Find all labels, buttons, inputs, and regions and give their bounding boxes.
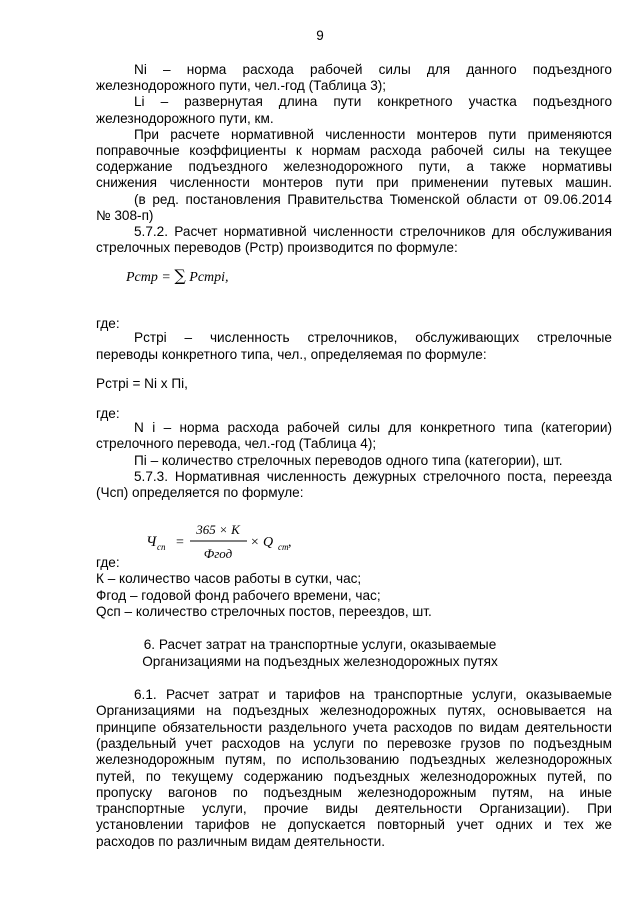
formula-chsp-numerator: 365 × К: [196, 522, 240, 537]
text-line: установлении тарифов не допускается повторный учет одних и тех же: [96, 817, 612, 833]
text-line: железнодорожным путям, по использованию подъездных железнодорожных: [96, 752, 612, 768]
formula-rstr-lhs: Рстр: [126, 270, 158, 285]
text-line: При расчете нормативной численности монтеров пути применяются: [134, 126, 612, 142]
text-line: 5.7.2. Расчет нормативной численности стрелочников для обслуживания: [134, 224, 612, 239]
formula-chsp-rhs: × Q: [250, 535, 274, 550]
formula-chsp-rhs-sub: ст: [278, 542, 289, 552]
text-line: Рстрi – численность стрелочников, обслуживающих стрелочные: [134, 330, 612, 345]
formula-chsp-lhs: Ч: [146, 534, 157, 550]
text-line: 6.1. Расчет затрат и тарифов на транспортные услуги, оказываемые: [134, 687, 612, 702]
text-line: содержание подъездного железнодорожного пути, а также нормативы: [96, 159, 612, 175]
text-line: снижения численности монтеров пути при применении путевых машин.: [96, 175, 612, 191]
text-line: Фгод – годовой фонд рабочего времени, час;: [96, 587, 381, 603]
page-number: 9: [316, 28, 324, 43]
formula-chsp-equals: =: [176, 535, 184, 550]
text-line: пропуску вагонов по подъездным железнодорожным путям, на иные: [96, 784, 612, 800]
text-line: Пi – количество стрелочных переводов одного типа (категории), шт.: [134, 452, 563, 468]
text-line: поправочные коэффициенты к нормам расхода рабочей силы на текущее: [96, 143, 612, 158]
text-line: Организациями на подъездных железнодорожных путях, основывается на: [96, 703, 612, 719]
text-line: 5.7.3. Нормативная численность дежурных стрелочного поста, переезда: [134, 468, 612, 484]
where-label-1: где:: [96, 316, 120, 331]
formula-rstr: Рстр = ∑ Рстрi,: [126, 266, 229, 285]
where-label-2: где:: [96, 406, 120, 421]
section-heading-line-2: Организациями на подъездных железнодорожных путях: [142, 654, 498, 669]
text-line: (в ред. постановления Правительства Тюменской области от 09.06.2014: [134, 191, 612, 207]
text-line: стрелочных переводов (Рстр) производится по формуле:: [96, 240, 458, 256]
text-line: (раздельный учет расходов на услуги по перевозке грузов по подъездным: [96, 735, 612, 751]
text-line: переводы конкретного типа, чел., определяемая по формуле:: [96, 346, 487, 362]
text-line: стрелочного перевода, чел.-год (Таблица 4);: [96, 436, 377, 452]
formula-rstr-rhs: Рстрi,: [189, 270, 229, 285]
text-line: № 308-п): [96, 207, 154, 223]
text-line: Qсп – количество стрелочных постов, переездов, шт.: [96, 604, 432, 619]
sum-sign-icon: ∑: [174, 266, 186, 285]
text-line: железнодорожного пути, км.: [96, 110, 274, 126]
formula-chsp-tail: ,: [288, 535, 292, 550]
text-line: путей, по текущему содержанию подъездных железнодорожных путей, по: [96, 768, 612, 784]
text-line: Li – развернутая длина пути конкретного участка подъездного: [134, 94, 612, 110]
formula-chsp-denominator: Фгод: [203, 546, 233, 561]
formula-chsp-lhs-sub: сп: [157, 542, 166, 552]
formula-rstri: Рстрi = Ni x Пi,: [96, 376, 188, 391]
section-heading-line-1: 6. Расчет затрат на транспортные услуги, оказываемые: [143, 637, 497, 652]
text-line: Ni – норма расхода рабочей силы для данного подъездного: [134, 62, 612, 77]
where-label-3: где:: [96, 555, 120, 570]
text-line: К – количество часов работы в сутки, час;: [96, 571, 362, 586]
text-line: транспортные услуги, прочие виды деятельности Организации). При: [96, 801, 612, 817]
text-line: расходов по различным видам деятельности.: [96, 833, 386, 849]
text-line: принципе обязательности раздельного учета расходов по видам деятельности: [96, 719, 612, 735]
text-line: N i – норма расхода рабочей силы для конкретного типа (категории): [134, 420, 612, 435]
text-line: (Чсп) определяется по формуле:: [96, 485, 304, 501]
text-line: железнодорожного пути, чел.-год (Таблица 3);: [96, 78, 387, 94]
